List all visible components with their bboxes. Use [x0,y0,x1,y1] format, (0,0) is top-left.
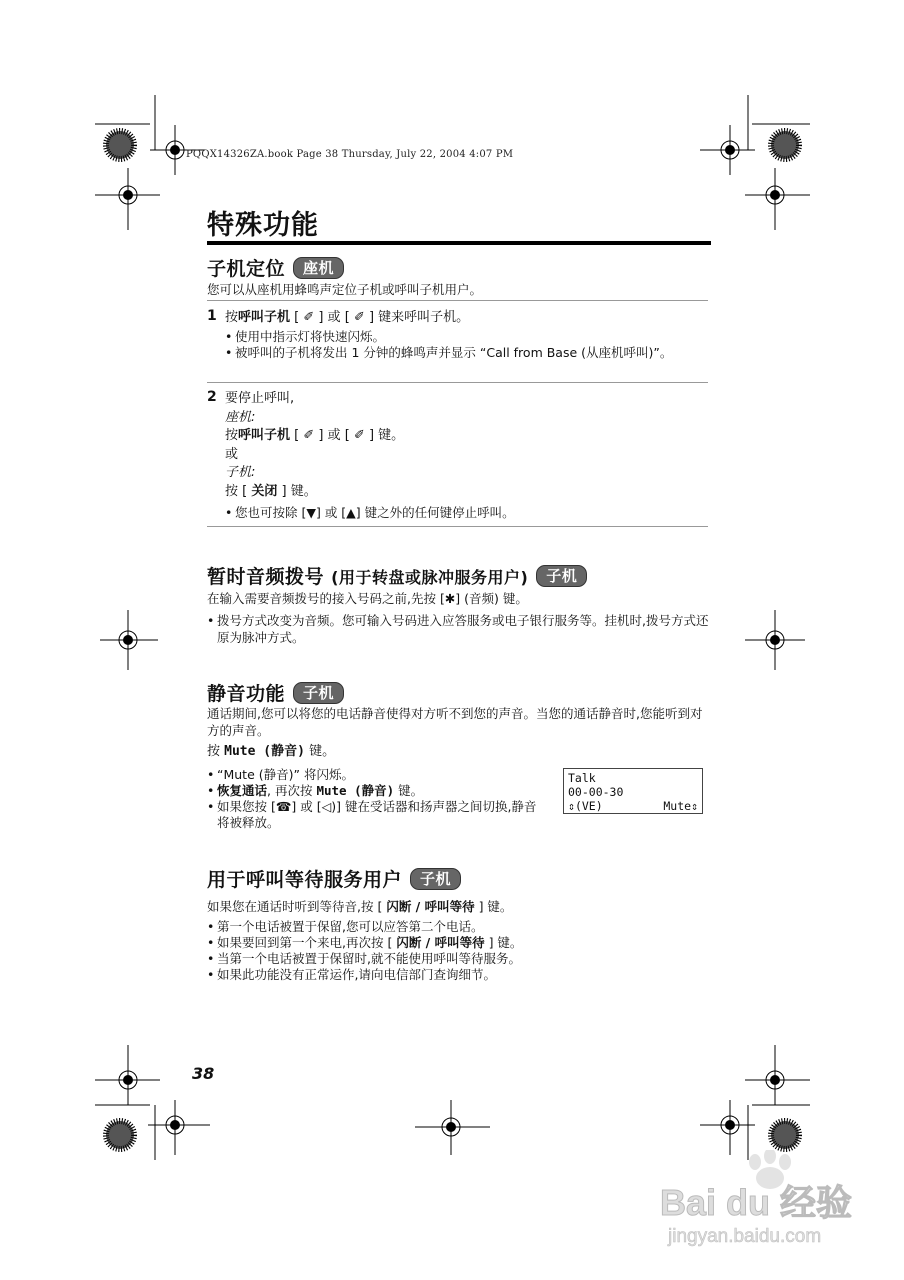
key-name: Mute (静音) [316,783,395,798]
or-text: 或 [225,446,239,462]
list-item [207,767,547,783]
divider [207,382,708,383]
handset-badge: 子机 [293,682,344,704]
section-title-mute [207,679,344,706]
step-text: , 再次按 [267,783,317,798]
baidu-paw-logo [660,1150,860,1250]
key-name: 呼叫子机 [238,310,291,325]
key-name: Mute (静音) [224,744,305,759]
section-title-text: 用于呼叫等待服务用户 [207,869,403,891]
handset-badge: 子机 [536,565,587,587]
list-item: • 如果您按 [☎] 或 [◁)] 键在受话器和扬声器之间切换,静音将被释放。 [207,799,547,831]
list-item: • 您也可按除 [▼] 或 [▲] 键之外的任何键停止呼叫。 [225,505,705,521]
step-text: 如果要回到第一个来电,再次按 [ [217,935,397,950]
section-intro [207,898,512,915]
handset-lcd-display [563,768,703,814]
section-title-text: 子机定位 [207,258,286,280]
section-title-call-waiting [207,865,461,892]
section-intro: 在输入需要音频拨号的接入号码之前,先按 [✱] (音频) 键。 [207,591,528,606]
key-name: 关闭 [251,483,278,499]
title-rule [207,241,711,245]
up-down-icon: ⇕ [691,799,698,813]
section-subtitle: (用于转盘或脉冲服务用户) [331,568,529,587]
step-text: ] 键。 [277,483,317,499]
step-text: 按 [225,428,239,443]
step-instruction [225,390,404,501]
list-item: • 使用中指示灯将快速闪烁。 [225,329,705,345]
key-name: 呼叫子机 [238,428,291,443]
watermark-brand: Bai du 经验 [660,1182,853,1223]
handset-label: 子机: [225,465,256,480]
step-text: ] 键。 [474,899,513,914]
baidu-watermark [660,1150,860,1254]
divider [207,526,708,527]
base-label: 座机: [225,409,256,425]
section-title-text: 暂时音频拨号 [207,566,325,588]
lcd-volume [568,799,603,813]
base-unit-badge: 座机 [293,257,344,279]
step-text: “Mute (静音)” 将闪烁。 [217,767,354,782]
handset-badge: 子机 [410,868,461,890]
mute-instruction [207,743,335,760]
list-item [207,783,547,799]
section-bullets [207,612,709,646]
section-title-text: 静音功能 [207,683,286,705]
step-text: 如果您在通话时听到等待音,按 [ [207,899,387,914]
section-bullets [207,919,707,983]
list-item: • 拨号方式改变为音频。您可输入号码进入应答服务或电子银行服务等。挂机时,拨号方式还原为脉冲方式。 [207,612,709,646]
lcd-mute [663,799,698,813]
list-item: • 被呼叫的子机将发出 1 分钟的蜂鸣声并显示 “Call from Base (从座机呼叫)”。 [225,345,705,361]
list-item: • 第一个电话被置于保留,您可以应答第二个电话。 [207,919,707,935]
step-bullets [225,505,705,521]
lcd-line: 00-00-30 [568,785,624,799]
step-text: 键。 [304,744,336,759]
step-number: 1 [207,308,217,324]
step-text: 键。 [394,783,424,798]
step-text: [ ✐ ] 或 [ ✐ ] 键来呼叫子机。 [294,310,470,325]
step-text: ] 键。 [484,935,523,950]
lcd-line [568,799,698,813]
page-number: 38 [192,1064,215,1083]
key-name: 闪断 / 呼叫等待 [386,899,475,914]
list-item [207,935,707,951]
section-title-handset-locator [207,254,344,281]
book-header-meta: PQQX14326ZA.book Page 38 Thursday, July 22, 2004 4:07 PM [186,149,514,160]
section-title-tone-dialing [207,562,587,589]
base-instruction [225,427,404,446]
key-name: 恢复通话 [217,783,268,798]
step-number: 2 [207,389,217,405]
step-instruction [225,309,469,326]
list-item: • 当第一个电话被置于保留时,就不能使用呼叫等待服务。 [207,951,707,967]
lcd-text: (VE) [574,799,603,813]
lcd-text: Mute [663,799,692,813]
page-title: 特殊功能 [207,210,319,241]
section-intro: 通话期间,您可以将您的电话静音使得对方听不到您的声音。当您的通话静音时,您能听到对方的声音。 [207,706,703,738]
up-down-icon: ⇕ [568,799,575,813]
list-item: • 如果此功能没有正常运作,请向电信部门查询细节。 [207,967,707,983]
section-bullets [207,767,547,831]
handset-instruction [225,483,404,502]
watermark-url: jingyan.baidu.com [668,1226,822,1247]
step-text: 按 [ [225,483,252,499]
key-name: 闪断 / 呼叫等待 [396,935,485,950]
divider [207,300,708,301]
step-text: 按 [225,310,239,325]
step-bullets [225,329,705,361]
step-text: 按 [207,744,225,759]
section-intro: 您可以从座机用蜂鸣声定位子机或呼叫子机用户。 [207,282,483,297]
step-text: [ ✐ ] 或 [ ✐ ] 键。 [294,428,405,443]
lcd-line: Talk [568,771,596,785]
step-text: 要停止呼叫, [225,391,295,406]
